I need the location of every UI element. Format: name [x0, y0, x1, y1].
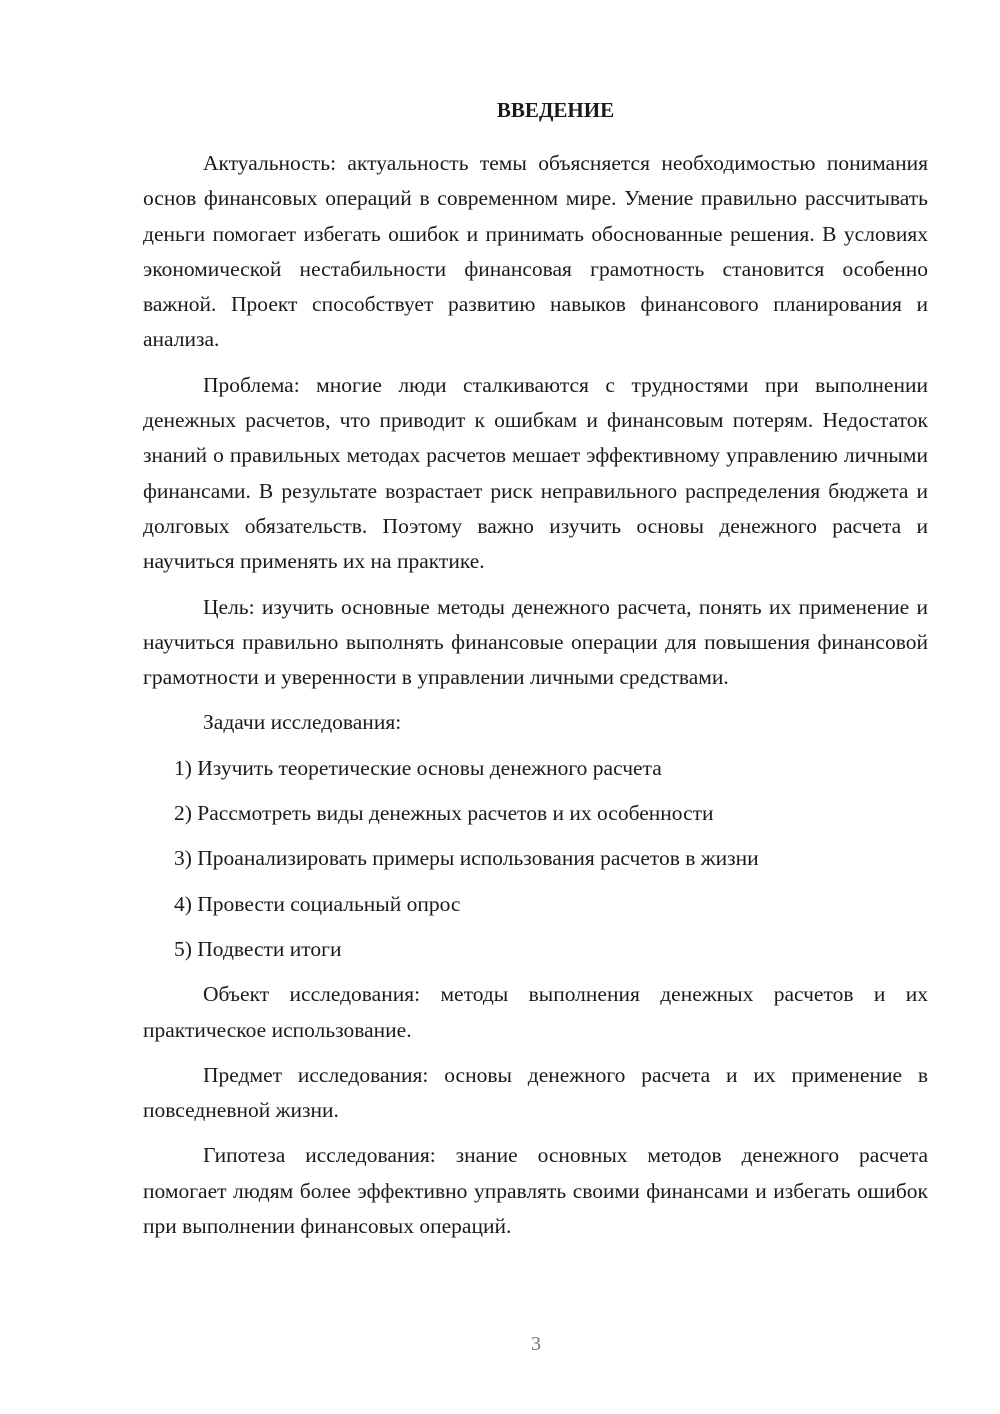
list-item: 3) Проанализировать примеры использования расчетов в жизни [174, 846, 759, 871]
object-paragraph: Объект исследования: методы выполнения денежных расчетов и их практическое использование. [143, 982, 928, 1042]
list-item: 1) Изучить теоретические основы денежного расчета [174, 755, 662, 780]
page-number: 3 [531, 1333, 541, 1355]
page-content [143, 94, 928, 1254]
relevance-paragraph: Актуальность: актуальность темы объясняется необходимостью понимания основ финансовых операций в современном мире. Умение правильно рассчитывать деньги помогает избегать ошибок и принимать обоснованные решения. В условиях экономической нестабильности финансовая грамотность становится особенно важной. Проект способствует развитию навыков финансового планирования и анализа. [143, 151, 928, 352]
page-title: ВВЕДЕНИЕ [496, 98, 615, 122]
goal-paragraph: Цель: изучить основные методы денежного расчета, понять их применение и научиться правильно выполнять финансовые операции для повышения финансовой грамотности и уверенности в управлении личными средствами. [143, 594, 928, 690]
tasks-heading: Задачи исследования: [203, 710, 402, 735]
subject-paragraph: Предмет исследования: основы денежного расчета и их применение в повседневной жизни. [143, 1062, 928, 1123]
list-item: 5) Подвести итоги [174, 936, 342, 961]
tasks-list [143, 751, 928, 967]
problem-paragraph: Проблема: многие люди сталкиваются с трудностями при выполнении денежных расчетов, что приводит к ошибкам и финансовым потерям. Недостаток знаний о правильных методах расчетов мешает эффективному управлению личными финансами. В результате возрастает риск неправильного распределения бюджета и долговых обязательств. Поэтому важно изучить основы денежного расчета и научиться применять их на практике. [143, 372, 928, 574]
hypothesis-paragraph: Гипотеза исследования: знание основных методов денежного расчета помогает людям более эффективно управлять своими финансами и избегать ошибок при выполнении финансовых операций. [143, 1143, 928, 1239]
list-item: 2) Рассмотреть виды денежных расчетов и их особенности [174, 801, 714, 826]
list-item: 4) Провести социальный опрос [174, 891, 461, 916]
